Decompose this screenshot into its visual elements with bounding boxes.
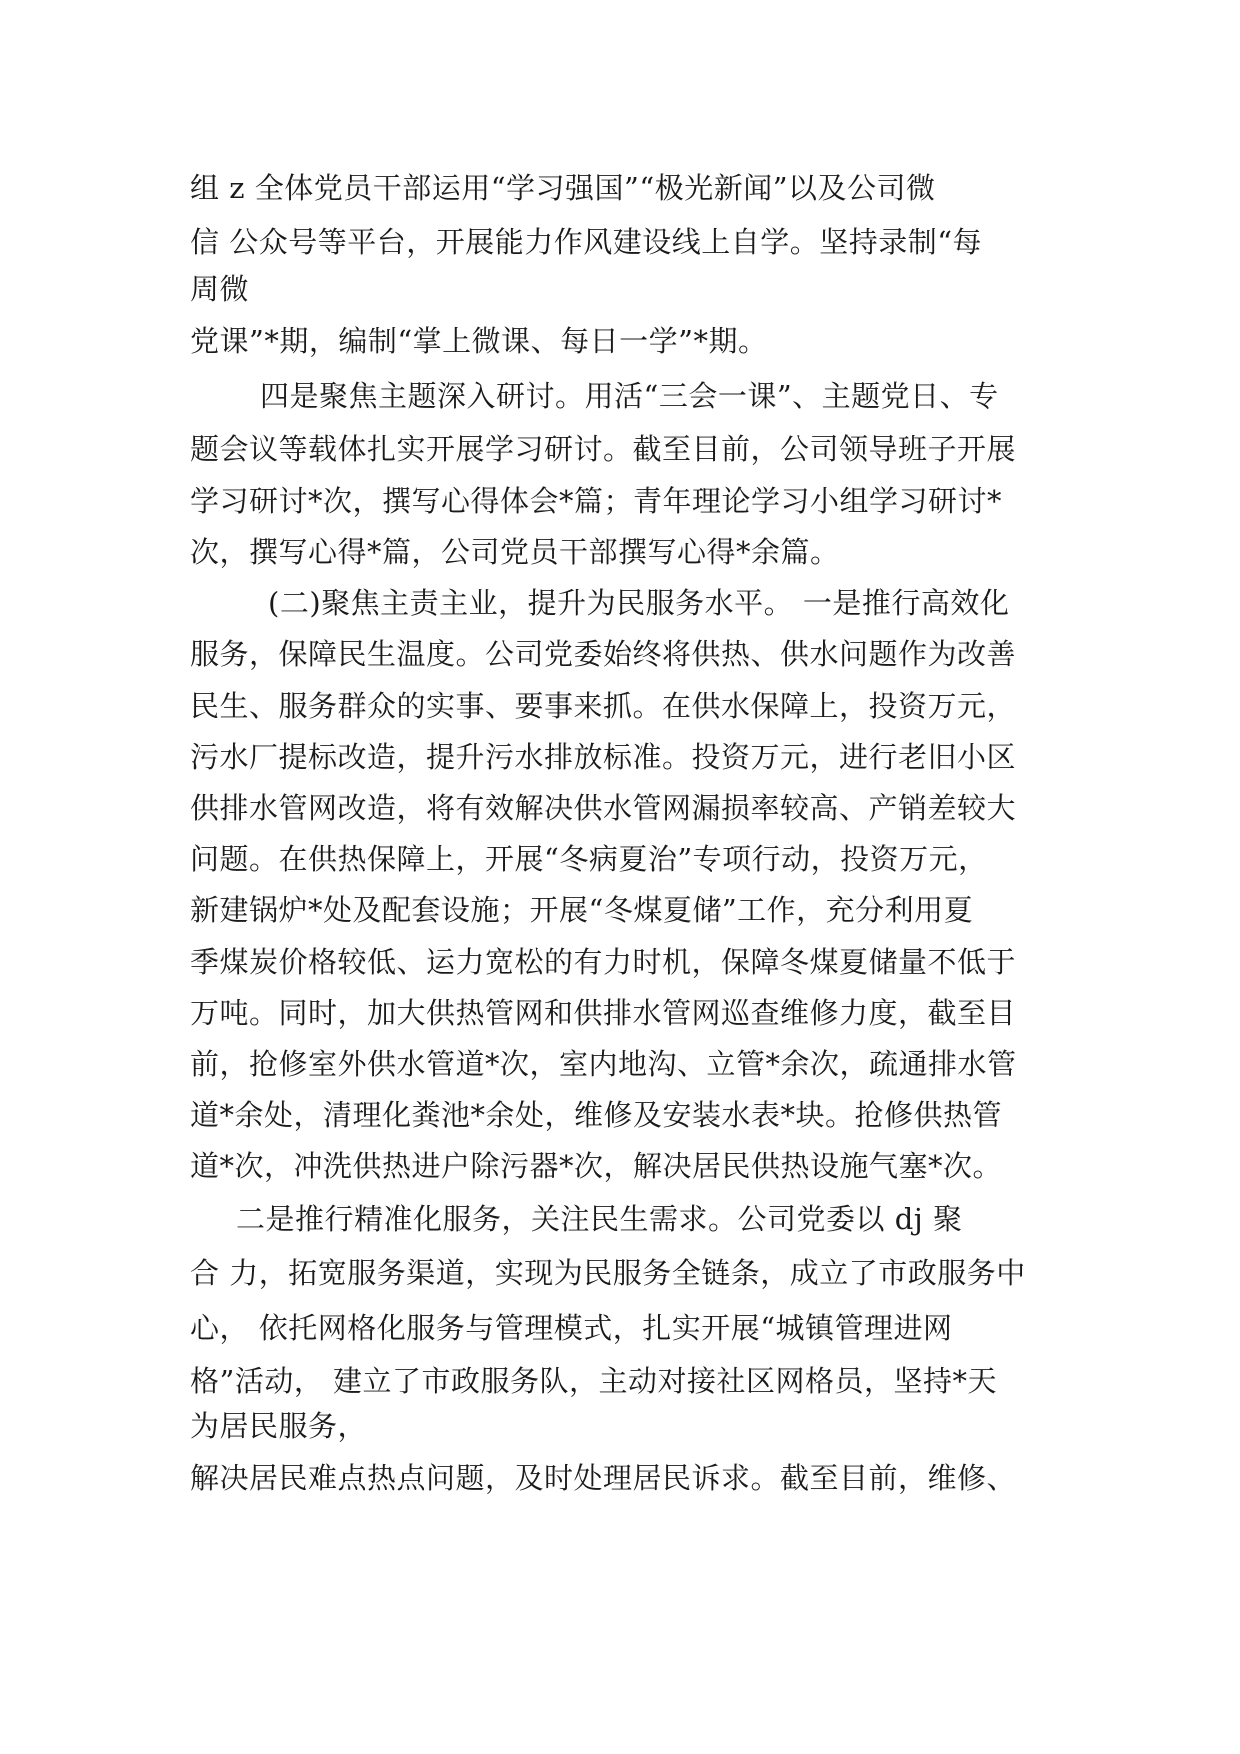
text-line: 道*余处，清理化粪池*余处，维修及安装水表*块。抢修供热管 — [190, 1098, 1003, 1132]
text-line: 供排水管网改造，将有效解决供水管网漏损率较高、产销差较大 — [190, 791, 1017, 825]
text-line: 污水厂提标改造，提升污水排放标准。投资万元，进行老旧小区 — [190, 740, 1017, 774]
section-heading-line: (二)聚焦主责主业，提升为民服务水平。 一是推行高效化 — [268, 586, 1010, 620]
text-line: 心， 依托网格化服务与管理模式，扎实开展“城镇管理进网 — [190, 1311, 953, 1345]
text-line: 前，抢修室外供水管道*次，室内地沟、立管*余次，疏通排水管 — [190, 1047, 1017, 1081]
text-line: 题会议等载体扎实开展学习研讨。截至目前，公司领导班子开展 — [190, 432, 1017, 466]
text-line: 格”活动， 建立了市政服务队，主动对接社区网格员，坚持*天 — [190, 1364, 998, 1398]
text-line: 新建锅炉*处及配套设施；开展“冬煤夏储”工作，充分利用夏 — [190, 893, 974, 927]
paragraph-start-line: 二是推行精准化服务，关注民生需求。公司党委以 dj 聚 — [236, 1202, 963, 1236]
text-line: 季煤炭价格较低、运力宽松的有力时机，保障冬煤夏储量不低于 — [190, 945, 1017, 979]
text-line: 为居民服务， — [190, 1409, 368, 1443]
text-line: 问题。在供热保障上，开展“冬病夏治”专项行动，投资万元， — [190, 842, 988, 876]
text-line: 民生、服务群众的实事、要事来抓。在供水保障上，投资万元， — [190, 689, 1017, 723]
text-line: 组 z 全体党员干部运用“学习强国”“极光新闻”以及公司微 — [190, 171, 936, 205]
text-line: 合 力，拓宽服务渠道，实现为民服务全链条，成立了市政服务中 — [190, 1256, 1026, 1290]
text-line: 道*次，冲洗供热进户除污器*次，解决居民供热设施气塞*次。 — [190, 1149, 1003, 1183]
text-line: 万吨。同时，加大供热管网和供排水管网巡查维修力度，截至目 — [190, 996, 1017, 1030]
paragraph-start-line: 四是聚焦主题深入研讨。用活“三会一课”、主题党日、专 — [260, 379, 999, 413]
text-line: 服务，保障民生温度。公司党委始终将供热、供水问题作为改善 — [190, 637, 1017, 671]
text-line: 信 公众号等平台，开展能力作风建设线上自学。坚持录制“每 — [190, 225, 983, 259]
text-line: 次，撰写心得*篇，公司党员干部撰写心得*余篇。 — [190, 535, 840, 569]
text-line: 学习研讨*次，撰写心得体会*篇；青年理论学习小组学习研讨* — [190, 484, 1003, 518]
text-line: 党课”*期，编制“掌上微课、每日一学”*期。 — [190, 324, 768, 358]
text-line: 解决居民难点热点问题，及时处理居民诉求。截至目前，维修、 — [190, 1461, 1017, 1495]
text-line: 周微 — [190, 272, 250, 306]
